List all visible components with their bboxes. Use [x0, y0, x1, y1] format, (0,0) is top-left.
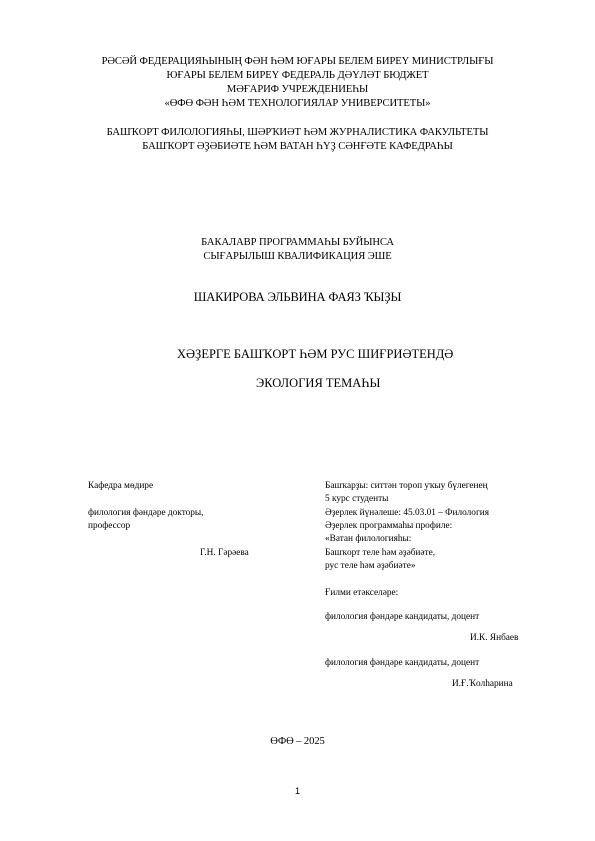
- header-block: [0, 55, 595, 111]
- city-year-block: [0, 735, 595, 749]
- profile-line-3: рус теле һәм әҙәбиәте»: [325, 561, 416, 571]
- faculty-block: [0, 126, 595, 154]
- author-name: ШАКИРОВА ЭЛЬВИНА ФАЯЗ ҠЫҘЫ: [193, 290, 402, 304]
- education-line: ЮҒАРЫ БЕЛЕМ БИРЕҮ ФЕДЕРАЛЬ ДӘҮЛӘТ БЮДЖЕТ: [166, 70, 429, 81]
- page-number-block: [0, 781, 595, 799]
- head-degree-line-2: профессор: [88, 521, 131, 531]
- program-line-1: БАКАЛАВР ПРОГРАММАҺЫ БУЙЫНСА: [201, 237, 394, 248]
- program-block: [0, 236, 595, 264]
- head-of-department-name: Г.Н. Гәрәева: [200, 548, 249, 558]
- supervisor-1-degree: филология фәндәре кандидаты, доцент: [325, 612, 480, 622]
- supervisor-2-name: И.Ғ.Ҡолһарина: [452, 679, 513, 689]
- author-block: [0, 289, 595, 305]
- course-line: 5 курс студенты: [325, 494, 389, 504]
- head-degree-line-1: филология фәндәре докторы,: [88, 508, 204, 518]
- profile-line-1: «Ватан филологияһы:: [325, 534, 412, 544]
- program-line-2: СЫҒАРЫЛЫШ КВАЛИФИКАЦИЯ ЭШЕ: [203, 251, 392, 262]
- university-line: «ӨФӨ ФӘН ҺӘМ ТЕХНОЛОГИЯЛАР УНИВЕРСИТЕТЫ»: [164, 98, 431, 109]
- profile-label-line: Әҙерлек программаһы профиле:: [325, 521, 453, 531]
- institution-line: МӘҒАРИФ УЧРЕЖДЕНИЕҺЫ: [226, 84, 369, 95]
- topic-line-2: ЭКОЛОГИЯ ТЕМАҺЫ: [256, 376, 381, 390]
- supervisors-label: Ғилми етәкселәре:: [325, 588, 399, 598]
- faculty-line: БАШҠОРТ ФИЛОЛОГИЯҺЫ, ШӘРҠИӘТ ҺӘМ ЖУРНАЛИСТИКА ФАКУЛЬТЕТЫ: [106, 127, 489, 138]
- performed-by-line: Башҡарҙы: ситтән тороп уҡыу бүлегенең: [325, 481, 488, 491]
- profile-line-2: Башҡорт теле һәм әҙәбиәте,: [325, 548, 436, 558]
- head-of-department-label: Кафедра мөдире: [88, 481, 154, 491]
- ministry-line: РӘСӘЙ ФЕДЕРАЦИЯҺЫНЫҢ ФӘН ҺӘМ ЮҒАРЫ БЕЛЕМ БИРЕҮ МИНИСТРЛЫҒЫ: [101, 56, 494, 67]
- supervisor-1-name: И.К. Янбаев: [470, 633, 519, 643]
- direction-line: Әҙерлек йүнәлеше: 45.03.01 – Филология: [325, 508, 490, 518]
- department-line: БАШҠОРТ ӘҘӘБИӘТЕ ҺӘМ ВАТАН ҺҮҘ СӘНҒӘТЕ КАФЕДРАҺЫ: [142, 141, 453, 152]
- topic-line-1: ХӘҘЕРГЕ БАШҠОРТ ҺӘМ РУС ШИҒРИӘТЕНДӘ: [177, 347, 454, 361]
- supervisor-2-degree: филология фәндәре кандидаты, доцент: [325, 658, 480, 668]
- page-number: 1: [294, 786, 300, 796]
- city-year: ӨФӨ – 2025: [270, 736, 325, 747]
